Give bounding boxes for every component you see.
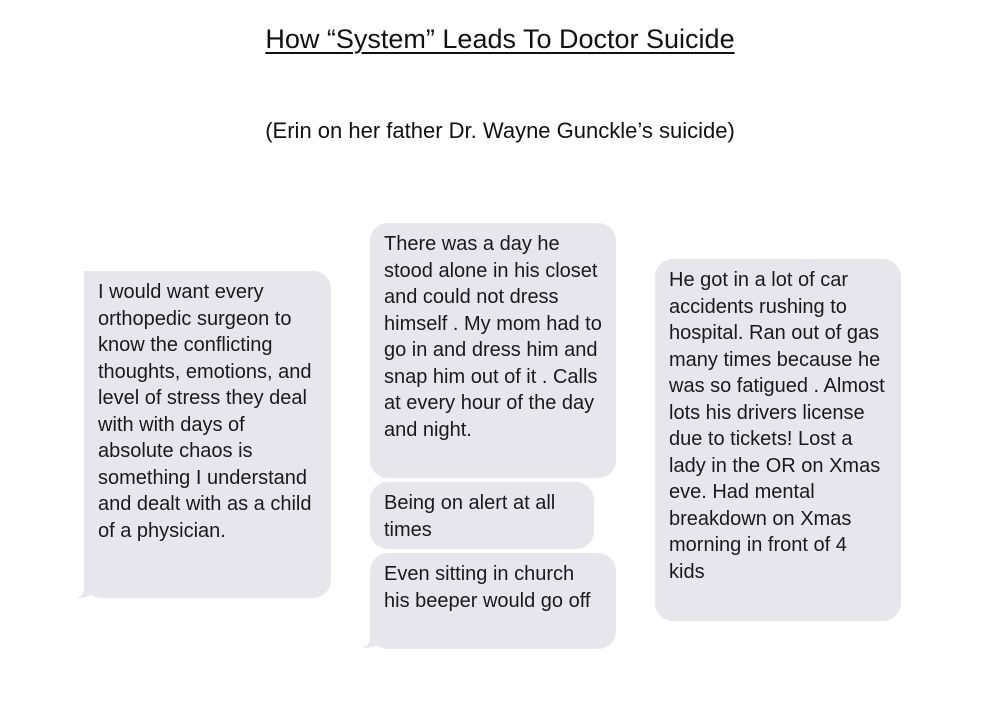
message-bubble: There was a day he stood alone in his closet and could not dress himself . My mom had to go in and dress him and snap him out of it . Calls at every hour of the day and night. (370, 223, 616, 478)
page-title: How “System” Leads To Doctor Suicide (265, 24, 735, 54)
message-bubble: Even sitting in church his beeper would go off (370, 553, 616, 649)
message-bubble: He got in a lot of car accidents rushing to hospital. Ran out of gas many times because he was so fatigued . Almost lots his drivers license due to tickets! Lost a lady in the OR on Xmas eve. Had mental breakdown on Xmas morning in front of 4 kids (655, 259, 901, 621)
message-bubble: I would want every orthopedic surgeon to know the conflicting thoughts, emotions, and level of stress they deal with with days of absolute chaos is something I understand and dealt with as a child of a physician. (84, 271, 331, 598)
message-bubble: Being on alert at all times (370, 482, 594, 549)
page-subtitle: (Erin on her father Dr. Wayne Gunckle’s suicide) (265, 118, 735, 143)
